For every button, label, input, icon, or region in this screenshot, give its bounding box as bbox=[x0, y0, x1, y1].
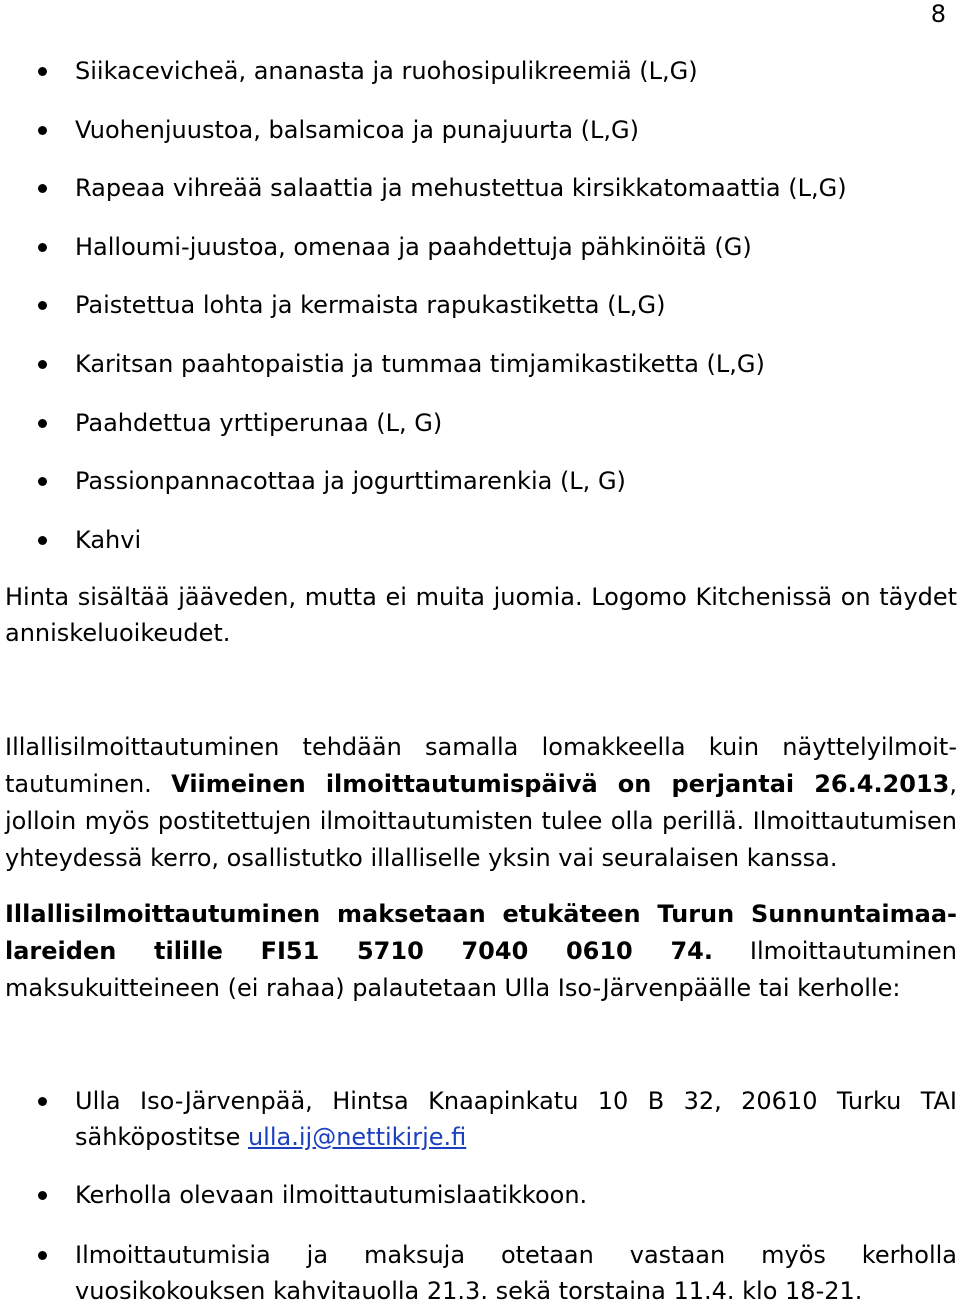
address-text: Ulla Iso-Järvenpää, Hintsa Knaapinkatu 10 B 32, 20610 Turku TAI sähköpostitse bbox=[75, 1087, 957, 1151]
menu-item bbox=[0, 286, 960, 345]
bullet-icon bbox=[38, 360, 47, 369]
meeting-text: Ilmoittautumisia ja maksuja otetaan vastaan myös kerholla vuosikokouksen kahvitauolla 21.3. sekä torstaina 11.4. klo 18-21. bbox=[75, 1241, 957, 1305]
menu-item bbox=[0, 521, 960, 580]
club-box-text: Kerholla olevaan ilmoittautumislaatikkoon. bbox=[75, 1181, 588, 1209]
menu-item-text: Karitsan paahtopaistia ja tummaa timjamikastiketta (L,G) bbox=[75, 349, 765, 378]
contact-item-club-box bbox=[0, 1177, 960, 1237]
signup-intro: Illallisilmoittautuminen tehdään samalla lomakkeella kuin näyttelyilmoittautuminen. bbox=[5, 733, 957, 798]
contact-item-meeting bbox=[0, 1237, 960, 1309]
menu-item bbox=[0, 404, 960, 463]
menu-item bbox=[0, 169, 960, 228]
bullet-icon bbox=[38, 536, 47, 545]
menu-item bbox=[0, 228, 960, 287]
payment-account: Illallisilmoittautuminen maksetaan etukäteen Turun Sunnuntaimaalareiden tilille FI51 5710 7040 0610 74. bbox=[5, 900, 957, 965]
menu-item-text: Paahdettua yrttiperunaa (L, G) bbox=[75, 408, 443, 437]
page-number: 8 bbox=[930, 0, 946, 28]
bullet-icon bbox=[38, 477, 47, 486]
bullet-icon bbox=[38, 419, 47, 428]
signup-rest: , jolloin myös postitettujen ilmoittautumisten tulee olla perillä. Ilmoittautumisen yhteydessä kerro, osallistutko illalliselle yksin vai seuralaisen kanssa. bbox=[5, 770, 957, 872]
menu-item bbox=[0, 345, 960, 404]
bullet-icon bbox=[38, 126, 47, 135]
payment-paragraph bbox=[5, 896, 957, 1007]
bullet-icon bbox=[38, 301, 47, 310]
signup-paragraph bbox=[5, 729, 957, 877]
bullet-icon bbox=[38, 1097, 47, 1106]
menu-item-text: Vuohenjuustoa, balsamicoa ja punajuurta (L,G) bbox=[75, 115, 639, 144]
menu-item bbox=[0, 111, 960, 170]
menu-item-text: Halloumi-juustoa, omenaa ja paahdettuja pähkinöitä (G) bbox=[75, 232, 752, 261]
menu-item-text: Passionpannacottaa ja jogurttimarenkia (L, G) bbox=[75, 467, 626, 496]
payment-rest: Ilmoittautuminen maksukuitteineen (ei rahaa) palautetaan Ulla Iso-Järvenpäälle tai kerholle: bbox=[5, 937, 958, 1002]
menu-item bbox=[0, 462, 960, 521]
contact-item-address bbox=[0, 1083, 960, 1177]
contact-list bbox=[0, 1083, 960, 1309]
menu-item-text: Paistettua lohta ja kermaista rapukastiketta (L,G) bbox=[75, 291, 666, 320]
price-note: Hinta sisältää jääveden, mutta ei muita juomia. Logomo Kitchenissä on täydet anniskeluoikeudet. bbox=[5, 583, 957, 647]
bullet-icon bbox=[38, 243, 47, 252]
menu-item-text: Rapeaa vihreää salaattia ja mehustettua kirsikkatomaattia (L,G) bbox=[75, 174, 847, 203]
menu-item bbox=[0, 52, 960, 111]
bullet-icon bbox=[38, 67, 47, 76]
bullet-icon bbox=[38, 184, 47, 193]
bullet-icon bbox=[38, 1191, 47, 1200]
email-link[interactable]: ulla.ij@nettikirje.fi bbox=[247, 1123, 467, 1151]
menu-list bbox=[0, 52, 960, 579]
menu-item-text: Kahvi bbox=[75, 525, 142, 554]
bullet-icon bbox=[38, 1251, 47, 1260]
signup-deadline: Viimeinen ilmoittautumispäivä on perjantai 26.4.2013 bbox=[171, 770, 950, 798]
menu-item-text: Siikacevicheä, ananasta ja ruohosipulikreemiä (L,G) bbox=[75, 57, 698, 85]
